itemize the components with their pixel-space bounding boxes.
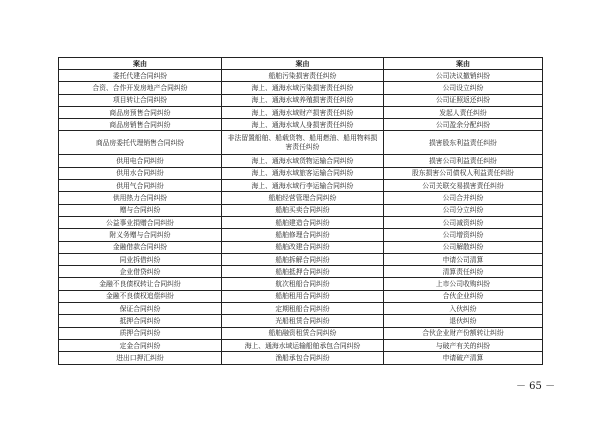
table-row — [59, 167, 543, 179]
table-cell: 公司合并纠纷 — [384, 192, 543, 204]
table-cell: 金融不良债权追偿纠纷 — [59, 290, 222, 302]
table-cell: 船舶拆解合同纠纷 — [222, 253, 384, 265]
table-cell: 定期租船合同纠纷 — [222, 303, 384, 315]
table-cell: 公司决议撤销纠纷 — [384, 70, 543, 82]
table-cell: 公司减资纠纷 — [384, 216, 543, 228]
table-cell: 同业拆借纠纷 — [59, 253, 222, 265]
table-row — [59, 192, 543, 204]
table-row — [59, 266, 543, 278]
table-cell: 定金合同纠纷 — [59, 339, 222, 351]
table-cell: 项目转让合同纠纷 — [59, 94, 222, 106]
table-cell: 合伙企业纠纷 — [384, 290, 543, 302]
table-cell: 合伙企业财产份额转让纠纷 — [384, 327, 543, 339]
table-cell: 进出口押汇纠纷 — [59, 352, 222, 364]
table-cell: 股东损害公司债权人利益责任纠纷 — [384, 167, 543, 179]
table-cell: 海上、通海水域污染损害责任纠纷 — [222, 82, 384, 94]
table-cell: 商品房销售合同纠纷 — [59, 119, 222, 131]
table-cell: 上市公司收购纠纷 — [384, 278, 543, 290]
table-cell: 公司设立纠纷 — [384, 82, 543, 94]
case-cause-table — [58, 57, 543, 365]
table-row — [59, 204, 543, 216]
column-header: 案由 — [384, 58, 543, 70]
table-cell: 金融不良债权转让合同纠纷 — [59, 278, 222, 290]
table-row — [59, 241, 543, 253]
table-cell: 入伙纠纷 — [384, 303, 543, 315]
table-cell: 海上、通海水域行李运输合同纠纷 — [222, 180, 384, 192]
table-cell: 公益事业捐赠合同纠纷 — [59, 216, 222, 228]
table-cell: 船舶经营管理合同纠纷 — [222, 192, 384, 204]
table-cell: 公司分立纠纷 — [384, 204, 543, 216]
table-cell: 赠与合同纠纷 — [59, 204, 222, 216]
table-cell: 供用热力合同纠纷 — [59, 192, 222, 204]
table-cell: 合资、合作开发房地产合同纠纷 — [59, 82, 222, 94]
table-cell: 非法留置船舶、船载货物、船用燃油、船用物料损害责任纠纷 — [222, 131, 384, 155]
table-cell: 船舶修理合同纠纷 — [222, 229, 384, 241]
column-header: 案由 — [222, 58, 384, 70]
table-cell: 海上、通海水域旅客运输合同纠纷 — [222, 167, 384, 179]
table-row — [59, 315, 543, 327]
table-cell: 附义务赠与合同纠纷 — [59, 229, 222, 241]
table-body — [59, 70, 543, 365]
table-cell: 清算责任纠纷 — [384, 266, 543, 278]
table-cell: 公司证照返还纠纷 — [384, 94, 543, 106]
table-row — [59, 180, 543, 192]
table-row — [59, 119, 543, 131]
table-cell: 船舶建造合同纠纷 — [222, 216, 384, 228]
table-cell: 企业借贷纠纷 — [59, 266, 222, 278]
table-row — [59, 352, 543, 364]
table-row — [59, 94, 543, 106]
table-cell: 损害股东利益责任纠纷 — [384, 131, 543, 155]
table-cell: 公司增资纠纷 — [384, 229, 543, 241]
table-row — [59, 229, 543, 241]
table-cell: 商品房预售合同纠纷 — [59, 106, 222, 118]
table-row — [59, 303, 543, 315]
table-cell: 船舶租用合同纠纷 — [222, 290, 384, 302]
table-cell: 供用电合同纠纷 — [59, 155, 222, 167]
table-cell: 与破产有关的纠纷 — [384, 339, 543, 351]
table-cell: 公司盈余分配纠纷 — [384, 119, 543, 131]
column-header: 案由 — [59, 58, 222, 70]
table-cell: 抵押合同纠纷 — [59, 315, 222, 327]
table-cell: 委托代建合同纠纷 — [59, 70, 222, 82]
table-cell: 金融借款合同纠纷 — [59, 241, 222, 253]
table-cell: 商品房委托代理销售合同纠纷 — [59, 131, 222, 155]
table-cell: 海上、通海水域财产损害责任纠纷 — [222, 106, 384, 118]
table-row — [59, 131, 543, 155]
table-cell: 申请破产清算 — [384, 352, 543, 364]
table-row — [59, 155, 543, 167]
table-cell: 船舶买卖合同纠纷 — [222, 204, 384, 216]
table-row — [59, 70, 543, 82]
page-number: － 65 － — [516, 381, 556, 392]
table-cell: 申请公司清算 — [384, 253, 543, 265]
table-cell: 供用水合同纠纷 — [59, 167, 222, 179]
table-cell: 发起人责任纠纷 — [384, 106, 543, 118]
table-row — [59, 327, 543, 339]
table-cell: 航次租船合同纠纷 — [222, 278, 384, 290]
table-row — [59, 253, 543, 265]
table-cell: 船舶污染损害责任纠纷 — [222, 70, 384, 82]
table-row — [59, 106, 543, 118]
table-cell: 公司解散纠纷 — [384, 241, 543, 253]
table-cell: 海上、通海水域货物运输合同纠纷 — [222, 155, 384, 167]
table-cell: 海上、通海水域养殖损害责任纠纷 — [222, 94, 384, 106]
table-cell: 船舶改建合同纠纷 — [222, 241, 384, 253]
table-cell: 保证合同纠纷 — [59, 303, 222, 315]
table-cell: 公司关联交易损害责任纠纷 — [384, 180, 543, 192]
table-cell: 船舶抵押合同纠纷 — [222, 266, 384, 278]
table-cell: 损害公司利益责任纠纷 — [384, 155, 543, 167]
table-cell: 质押合同纠纷 — [59, 327, 222, 339]
table-cell: 船舶融资租赁合同纠纷 — [222, 327, 384, 339]
table-cell: 光船租赁合同纠纷 — [222, 315, 384, 327]
table-row — [59, 82, 543, 94]
table-header-row — [59, 58, 543, 70]
table-row — [59, 290, 543, 302]
table-cell: 渔船承包合同纠纷 — [222, 352, 384, 364]
table-row — [59, 278, 543, 290]
table-cell: 海上、通海水域人身损害责任纠纷 — [222, 119, 384, 131]
table-cell: 退伙纠纷 — [384, 315, 543, 327]
table-row — [59, 216, 543, 228]
table-cell: 海上、通海水域运输船舶承包合同纠纷 — [222, 339, 384, 351]
table-cell: 供用气合同纠纷 — [59, 180, 222, 192]
table-row — [59, 339, 543, 351]
